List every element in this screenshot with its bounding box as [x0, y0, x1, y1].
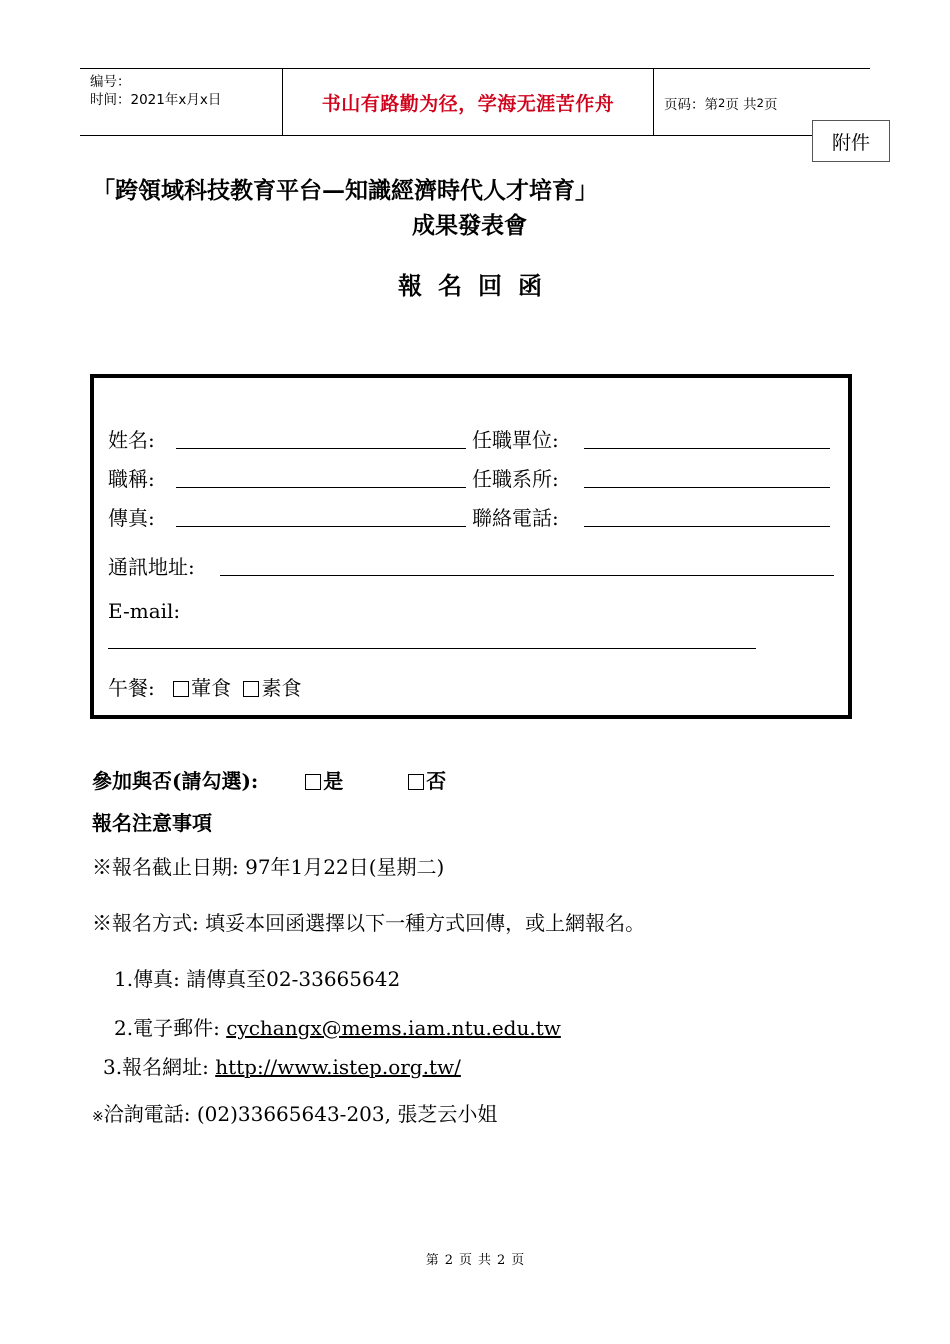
web-link[interactable]: http://www.istep.org.tw/ — [215, 1055, 461, 1079]
name-label: 姓名: — [108, 428, 155, 452]
page-mid: 页 共 — [725, 96, 757, 113]
phone-field[interactable] — [584, 526, 830, 527]
time-label: 时间：2021年x月x日 — [90, 92, 222, 108]
email-method — [114, 1012, 561, 1041]
reference-mark: ※ — [92, 1109, 104, 1125]
email-method-label: 2.電子郵件: — [114, 1016, 227, 1040]
inquiry-text: 洽詢電話: (02)33665643-203, 張芝云小姐 — [103, 1102, 498, 1126]
lunch-row — [108, 672, 301, 701]
email-link[interactable]: cychangx@mems.iam.ntu.edu.tw — [226, 1016, 561, 1040]
notes-heading: 報名注意事項 — [92, 811, 212, 835]
address-field[interactable] — [220, 575, 834, 576]
meat-checkbox[interactable] — [173, 681, 189, 697]
veg-option-label: 素食 — [261, 676, 302, 700]
footer-page: 2 — [444, 1253, 453, 1268]
attend-no-checkbox[interactable] — [408, 774, 424, 790]
position-label: 職稱: — [108, 467, 155, 491]
web-method — [103, 1051, 461, 1080]
unit-field[interactable] — [584, 448, 830, 449]
footer-di: 第 — [425, 1253, 439, 1268]
inquiry-note — [92, 1098, 497, 1127]
web-method-label: 3.報名網址: — [103, 1055, 216, 1079]
attend-no-label: 否 — [426, 769, 447, 793]
attend-row — [92, 765, 446, 794]
header-left-cell — [80, 69, 282, 136]
number-label: 编号： — [90, 74, 131, 90]
unit-label: 任職單位: — [472, 428, 559, 452]
dept-label: 任職系所: — [472, 467, 559, 491]
document-subtitle: 成果發表會 — [412, 212, 527, 239]
address-label: 通訊地址: — [108, 555, 195, 579]
attend-label: 參加與否(請勾選): — [92, 769, 259, 793]
attachment-label: 附件 — [812, 120, 890, 162]
meat-option-label: 葷食 — [191, 676, 232, 700]
form-title: 報名回函 — [398, 271, 558, 300]
page-number: 2 — [718, 95, 726, 110]
deadline-note: ※報名截止日期: 97年1月22日(星期二) — [92, 855, 445, 879]
method-note: ※報名方式: 填妥本回函選擇以下一種方式回傳，或上網報名。 — [92, 911, 646, 935]
veg-checkbox[interactable] — [243, 681, 259, 697]
registration-form — [90, 374, 852, 719]
dept-field[interactable] — [584, 487, 830, 488]
footer-ye2: 页 — [511, 1253, 525, 1268]
footer-ye: 页 — [458, 1253, 472, 1268]
email-label: E-mail: — [108, 599, 181, 623]
header-motto: 书山有路勤为径，学海无涯苦作舟 — [321, 93, 615, 115]
phone-label: 聯絡電話: — [472, 506, 559, 530]
lunch-label: 午餐: — [108, 676, 155, 700]
page-total: 2 — [756, 95, 764, 110]
email-field[interactable] — [108, 648, 756, 649]
page-suffix: 页 — [763, 96, 778, 113]
footer-gong: 共 — [478, 1253, 492, 1268]
footer-total: 2 — [497, 1253, 506, 1268]
fax-method: 1.傳真: 請傳真至02-33665642 — [114, 967, 401, 991]
header-motto-cell — [282, 69, 654, 136]
attend-yes-checkbox[interactable] — [305, 774, 321, 790]
page-header — [80, 68, 870, 136]
position-field[interactable] — [176, 487, 466, 488]
attend-yes-label: 是 — [323, 769, 344, 793]
fax-label: 傳真: — [108, 506, 155, 530]
document-title: 「跨領域科技教育平台—知識經濟時代人才培育」 — [92, 177, 598, 204]
fax-field[interactable] — [176, 526, 466, 527]
page-footer — [0, 1249, 950, 1268]
page-prefix: 页码：第 — [664, 96, 718, 113]
name-field[interactable] — [176, 448, 466, 449]
